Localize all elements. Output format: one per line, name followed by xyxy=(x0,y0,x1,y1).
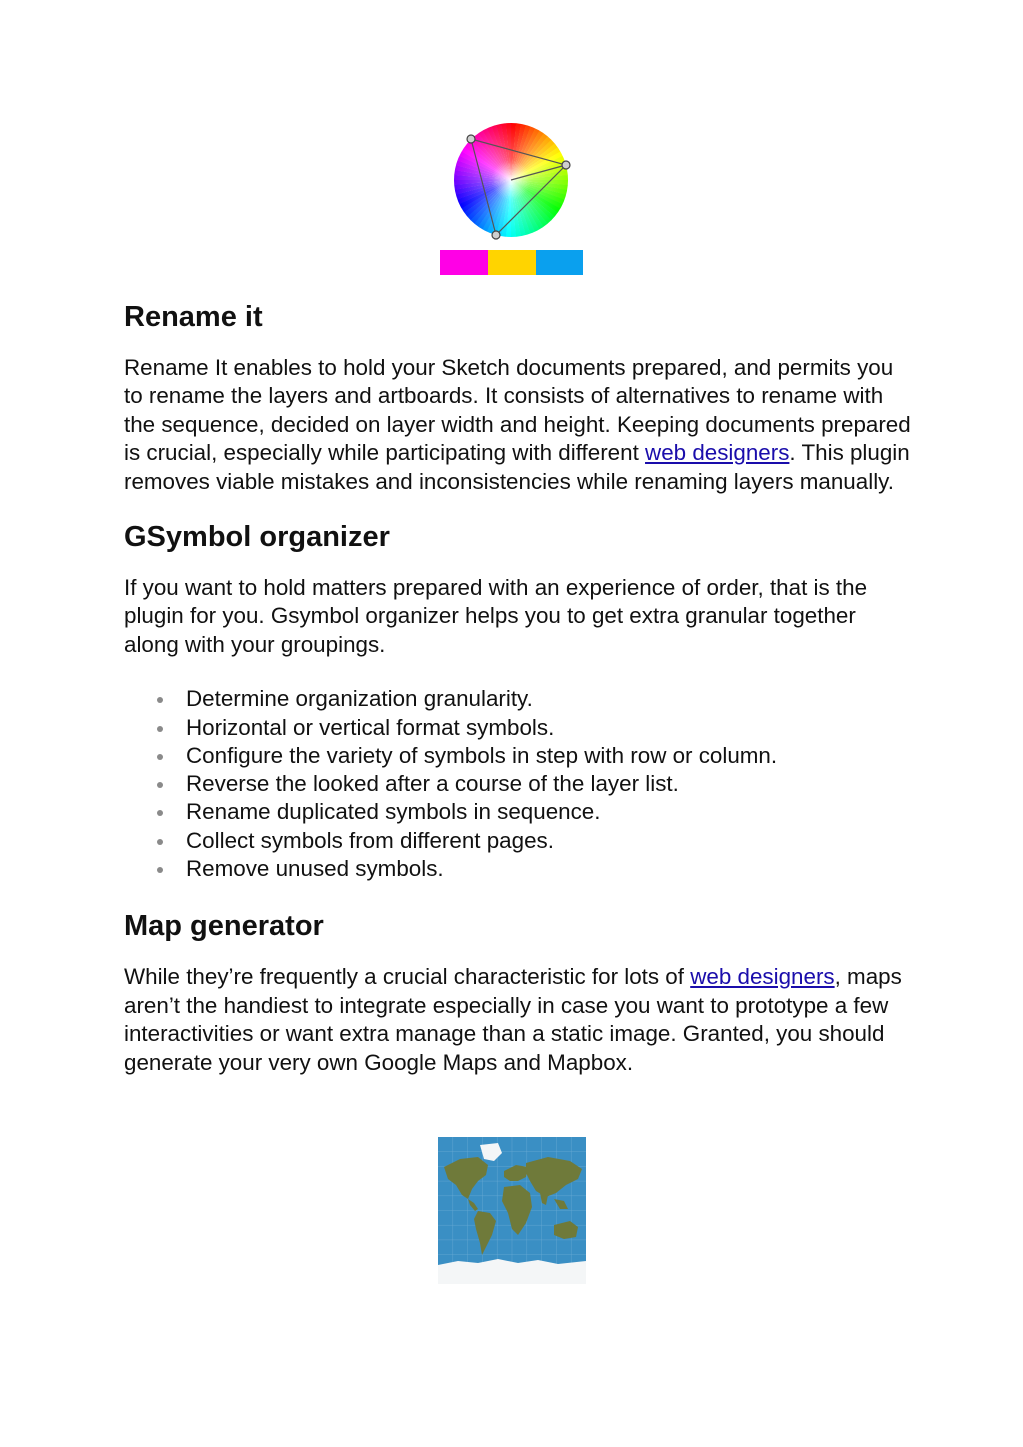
swatch-magenta xyxy=(440,250,488,275)
swatch-yellow xyxy=(488,250,536,275)
section-title-map-generator: Map generator xyxy=(124,910,324,943)
color-wheel-image xyxy=(440,122,586,277)
section-title-rename-it: Rename it xyxy=(124,301,263,333)
gsymbol-feature-list xyxy=(124,685,914,883)
list-item-text: Reverse the looked after a course of the layer list. xyxy=(186,771,679,797)
list-item xyxy=(124,742,914,770)
harmony-handle xyxy=(562,161,570,169)
bullet-icon xyxy=(157,726,163,732)
list-item xyxy=(124,798,914,826)
web-designers-link[interactable]: web designers xyxy=(645,440,790,466)
list-item xyxy=(124,827,914,855)
list-item xyxy=(124,685,914,713)
list-item-text: Horizontal or vertical format symbols. xyxy=(186,714,555,740)
paragraph-text: , maps aren’t the handiest to integrate especially in case you want to prototype a few interactivities or want extra manage than a static image. Granted, you should generate your very own Google Maps and Mapbox. xyxy=(124,964,902,1075)
list-item-text: Remove unused symbols. xyxy=(186,856,444,882)
article-body xyxy=(124,296,914,1077)
map-generator-paragraph xyxy=(124,963,914,1077)
swatch-blue xyxy=(536,250,583,275)
world-map-image xyxy=(438,1137,586,1284)
bullet-icon xyxy=(157,810,163,816)
gsymbol-paragraph: If you want to hold matters prepared with an experience of order, that is the plugin for you. Gsymbol organizer helps you to get extra granular together along with your groupings. xyxy=(124,575,868,657)
harmony-handle xyxy=(492,231,500,239)
paragraph-text: . This plugin removes viable mistakes and inconsistencies while renaming layers manually. xyxy=(124,440,910,494)
list-item-text: Rename duplicated symbols in sequence. xyxy=(186,799,601,825)
harmony-handle xyxy=(467,135,475,143)
bullet-icon xyxy=(157,839,163,845)
list-item-text: Configure the variety of symbols in step with row or column. xyxy=(186,742,778,768)
list-item xyxy=(124,770,914,798)
bullet-icon xyxy=(157,782,163,788)
bullet-icon xyxy=(157,697,163,703)
paragraph-text: Rename It enables to hold your Sketch documents prepared, and permits you to rename the layers and artboards. It consists of alternatives to rename with the sequence, decided on layer width and height. Keeping documents prepared is crucial, especially while participating with different xyxy=(124,355,911,466)
web-designers-link[interactable]: web designers xyxy=(690,964,835,990)
paragraph-text: While they’re frequently a crucial characteristic for lots of xyxy=(124,964,691,990)
bullet-icon xyxy=(157,754,163,760)
section-title-gsymbol-organizer: GSymbol organizer xyxy=(124,521,390,554)
list-item-text: Collect symbols from different pages. xyxy=(186,827,554,853)
bullet-icon xyxy=(157,867,163,873)
list-item xyxy=(124,714,914,742)
rename-it-paragraph xyxy=(124,354,914,496)
list-item-text: Determine organization granularity. xyxy=(186,686,533,712)
list-item xyxy=(124,855,914,883)
